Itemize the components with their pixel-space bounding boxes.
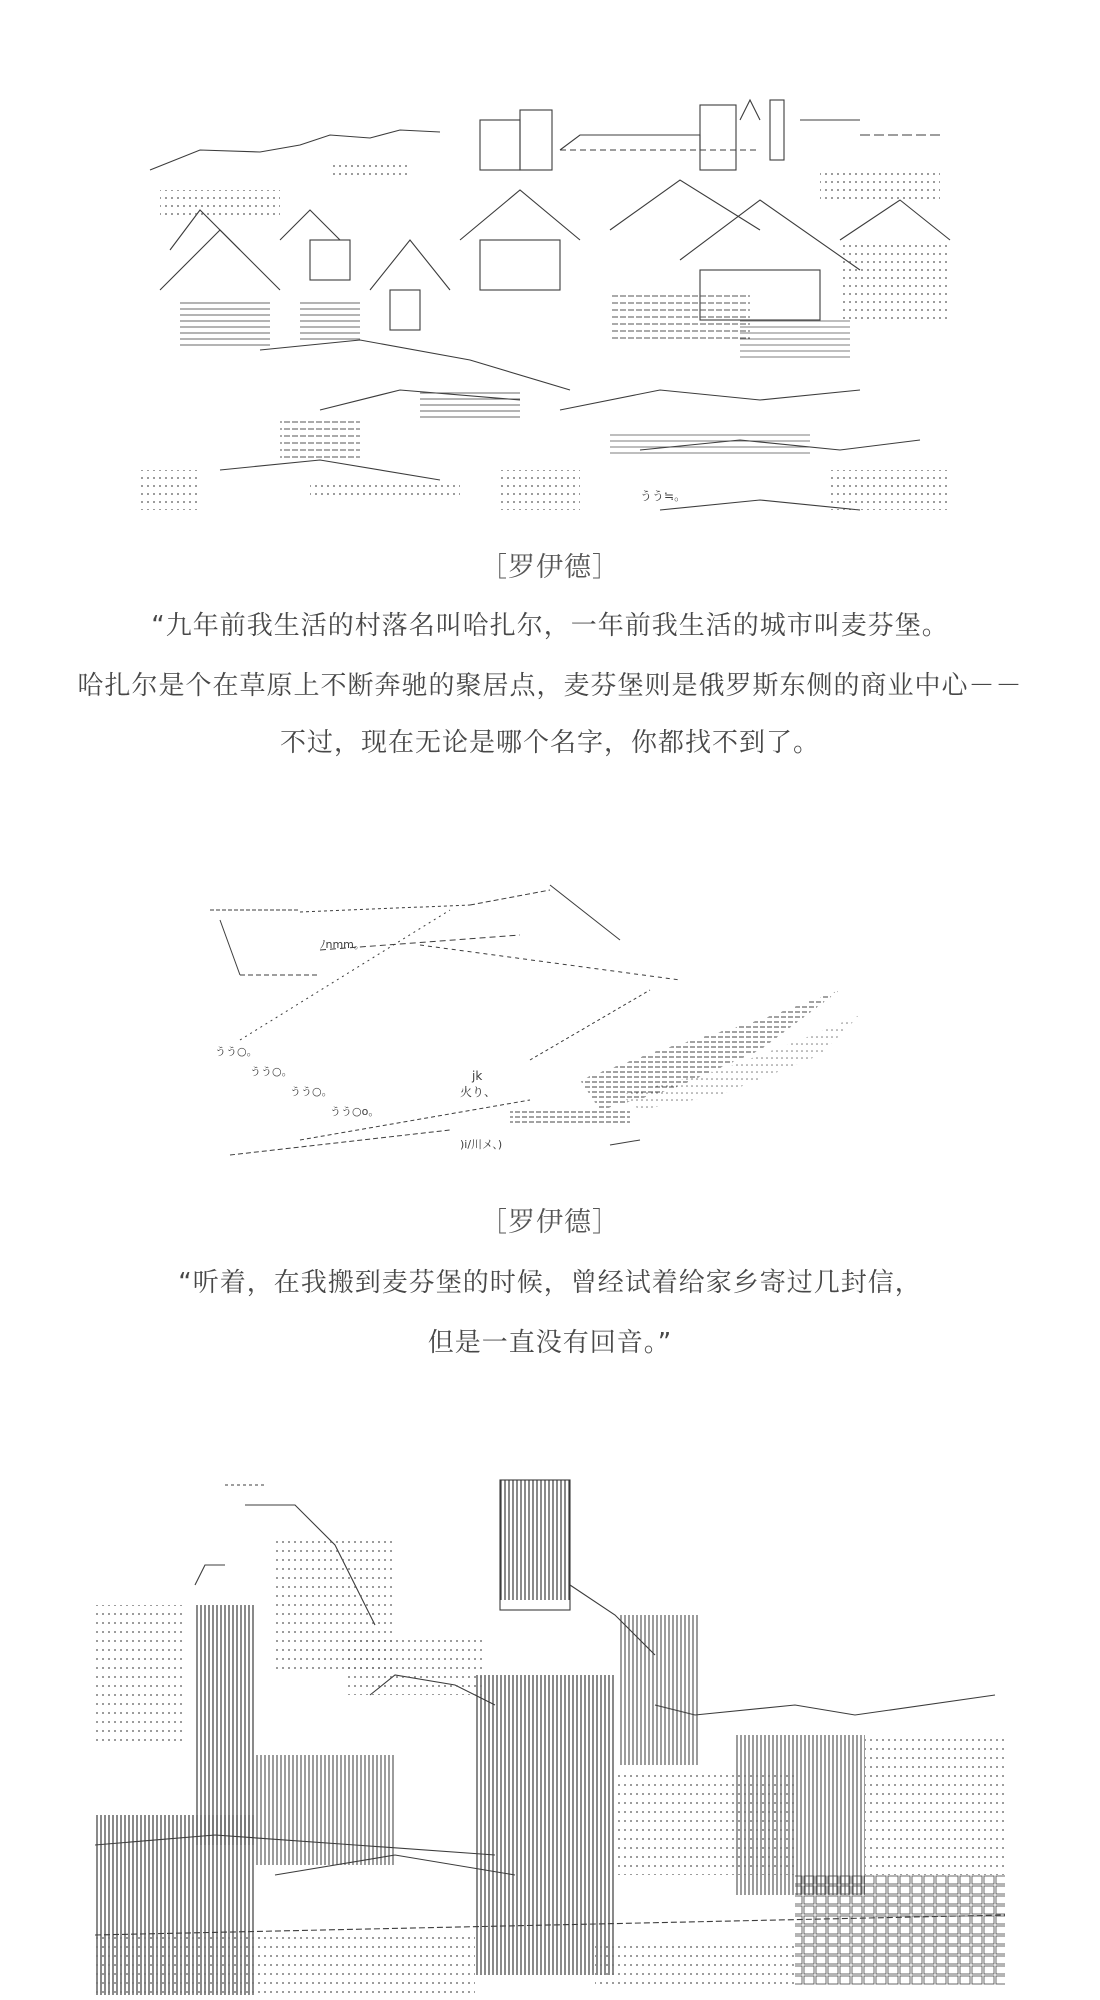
art-sfx: うう○。 <box>215 1045 258 1058</box>
smoke-art-svg <box>200 880 920 1180</box>
city-art-svg <box>95 1475 1005 1995</box>
art-sfx: )i/川メ、) <box>460 1138 503 1151</box>
art-sfx: うう○o。 <box>330 1105 380 1118</box>
dialogue-line: 但是一直没有回音。” <box>427 1328 673 1358</box>
dialogue-line: “听着，在我搬到麦芬堡的时候，曾经试着给家乡寄过几封信， <box>178 1268 922 1298</box>
art-sfx: 火り、 <box>460 1085 497 1099</box>
dialogue-line: 哈扎尔是个在草原上不断奔驰的聚居点，麦芬堡则是俄罗斯东侧的商业中心－－ <box>77 671 1023 701</box>
ascii-art-town-illustration <box>140 90 960 530</box>
art-sfx: jk <box>472 1069 483 1083</box>
art-sfx: ﾉnmm。 <box>320 938 365 951</box>
art-sfx: うう○。 <box>250 1065 293 1078</box>
art-sfx: うう○。 <box>290 1085 333 1098</box>
ascii-art-smoke-illustration <box>200 880 920 1180</box>
dialogue-line: “九年前我生活的村落名叫哈扎尔，一年前我生活的城市叫麦芬堡。 <box>151 611 949 641</box>
art-sfx: うう≒。 <box>640 489 687 503</box>
speaker-label: ［罗伊德］ <box>480 1207 620 1238</box>
ascii-art-city-illustration <box>95 1475 1005 1995</box>
town-art-svg <box>140 90 960 530</box>
speaker-label: ［罗伊德］ <box>480 552 620 583</box>
dialogue-line: 不过，现在无论是哪个名字，你都找不到了。 <box>279 728 820 758</box>
